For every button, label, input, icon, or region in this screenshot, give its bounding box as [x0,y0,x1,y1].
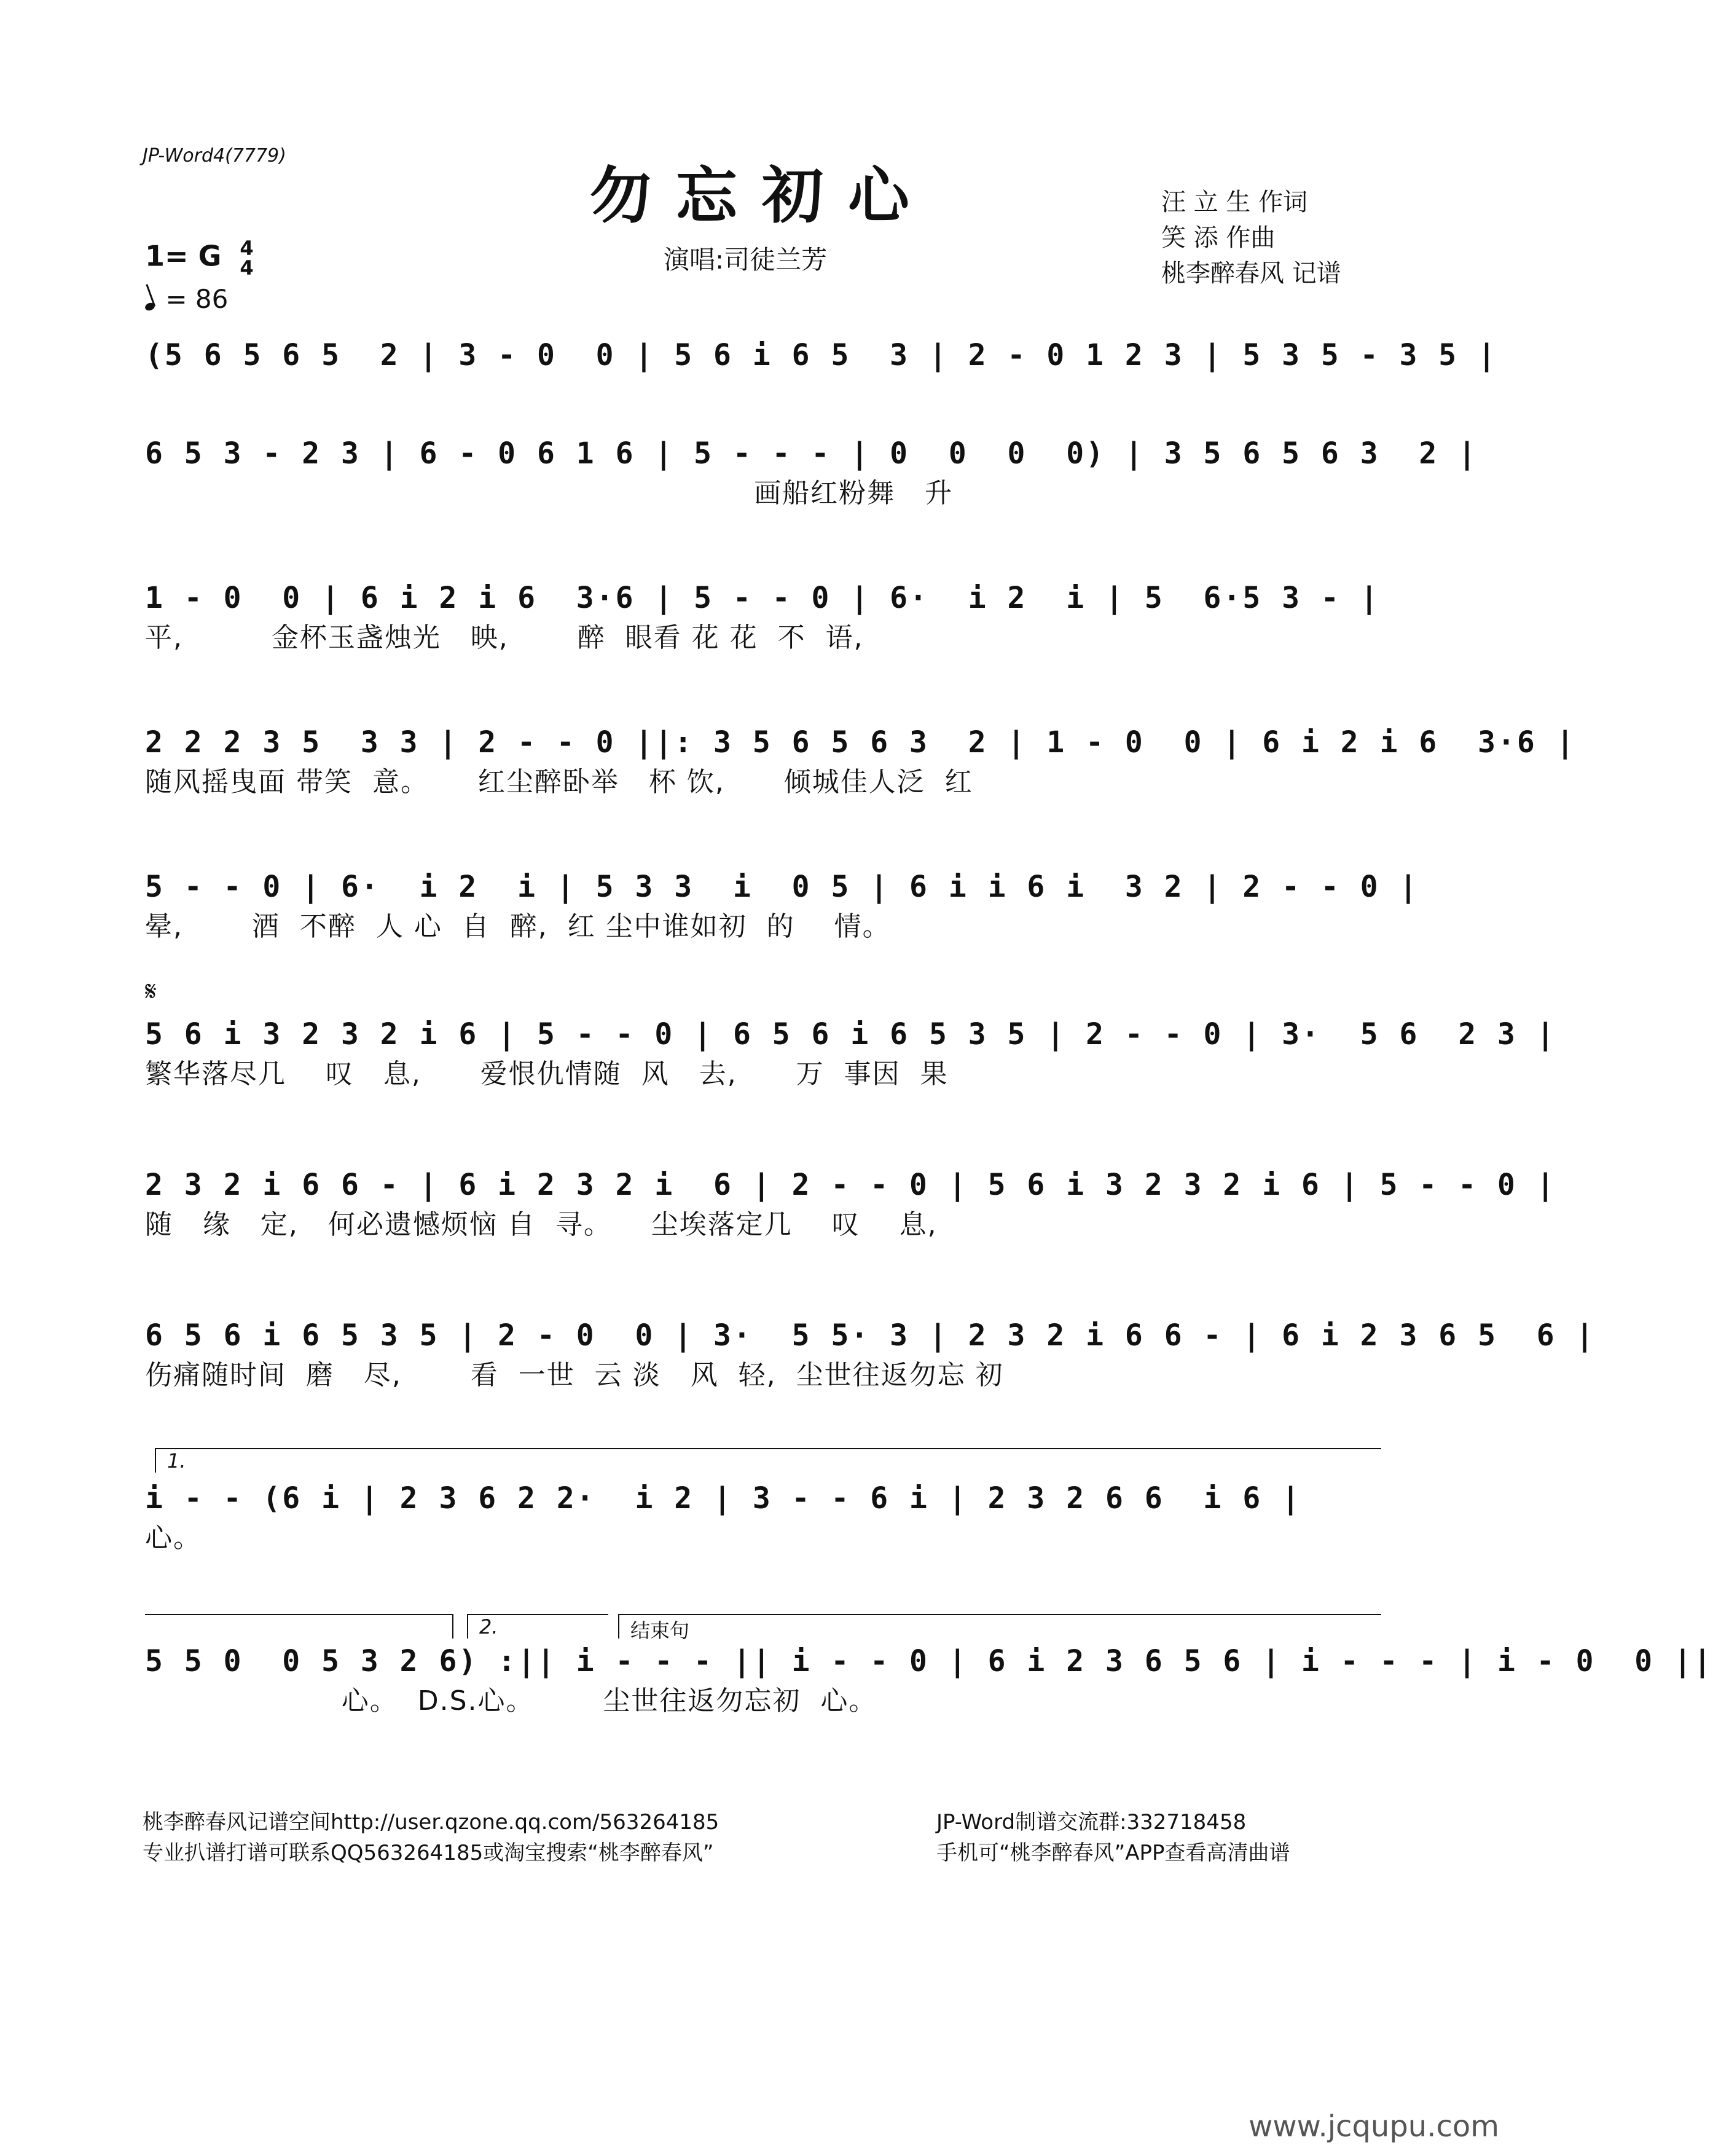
first-ending-continuation [145,1614,452,1615]
version-label: JP-Word4(7779) [143,145,286,167]
notation: 6 5 3 - 2 3 | 6 - 0 6 1 6 | 5 - - - | 0 0 0 0) | 3 5 6 5 6 3 2 | [145,436,1478,471]
second-ending-tick [467,1614,468,1639]
lyrics: 心。 D.S.心。 尘世往返勿忘初 心。 [145,1685,877,1717]
time-top: 4 [240,237,254,260]
footer-right [936,1807,1290,1868]
lyrics: 画船红粉舞 升 [145,478,954,509]
segno-sign: 𝄋 [145,976,157,1007]
notation: 5 6 i 3 2 3 2 i 6 | 5 - - 0 | 6 5 6 i 6 5 3 5 | 2 - - 0 | 3· 5 6 2 3 | [145,1017,1556,1052]
score-line-10 [145,1644,1713,1718]
lyrics: 随风摇曳面 带笑 意。 红尘醉卧举 杯 饮, 倾城佳人泛 红 [145,766,973,798]
coda-bracket [618,1614,1381,1615]
score-line-9 [145,1481,1381,1555]
lyrics: 晕, 酒 不醉 人 心 自 醉, 红 尘中谁如初 的 情。 [145,911,891,942]
lyrics: 平, 金杯玉盏烛光 映, 醉 眼看 花 花 不 语, [145,622,864,653]
transcriber-credit: 桃李醉春风 记谱 [1161,259,1341,288]
lyricist-credit: 汪 立 生 作词 [1161,188,1308,216]
footer-website: 桃李醉春风记谱空间http://user.qzone.qq.com/563264185 [143,1810,719,1835]
notation: 5 5 0 0 5 3 2 6) :|| i - - - || i - - 0 | 6 i 2 3 6 5 6 | i - - - | i - 0 0 || [145,1644,1713,1678]
notation: i - - (6 i | 2 3 6 2 2· i 2 | 3 - - 6 i | 2 3 2 6 6 i 6 | [145,1481,1302,1516]
key-label: 1= G [145,239,222,273]
coda-tick [618,1614,619,1639]
score-line-4 [145,725,1576,799]
song-title: 勿忘初心 [590,159,934,232]
footer-group: JP-Word制谱交流群:332718458 [936,1810,1247,1835]
score-line-2 [145,436,1478,510]
composer-credit: 笑 添 作曲 [1161,224,1276,252]
footer-contact: 专业扒谱打谱可联系QQ563264185或淘宝搜索“桃李醉春风” [143,1841,714,1865]
notation: 1 - 0 0 | 6 i 2 i 6 3·6 | 5 - - 0 | 6· i 2 i | 5 6·5 3 - | [145,581,1380,615]
first-ending-tick [155,1448,156,1473]
notation: 5 - - 0 | 6· i 2 i | 5 3 3 i 0 5 | 6 i i 6 i 3 2 | 2 - - 0 | [145,870,1419,904]
score-line-1 [145,338,1497,372]
watermark-site: www.jcqupu.com [1248,2109,1499,2144]
second-ending-label: 2. [479,1615,498,1639]
credits-block [1161,184,1341,291]
notation: 6 5 6 i 6 5 3 5 | 2 - 0 0 | 3· 5 5· 3 | 2 3 2 i 6 6 - | 6 i 2 3 6 5 6 | [145,1318,1596,1353]
score-line-8 [145,1318,1596,1392]
notation: 2 2 2 3 5 3 3 | 2 - - 0 ||: 3 5 6 5 6 3 2 | 1 - 0 0 | 6 i 2 i 6 3·6 | [145,725,1576,760]
lyrics: 伤痛随时间 磨 尽, 看 一世 云 淡 风 轻, 尘世往返勿忘 初 [145,1359,1004,1391]
quarter-note-icon [144,302,155,312]
time-signature [240,238,253,278]
score-line-3 [145,581,1381,655]
singer-credit: 演唱:司徒兰芳 [664,245,828,275]
first-ending-label: 1. [167,1449,186,1473]
tempo-value: = 86 [165,284,229,314]
score-line-6 [145,1017,1556,1091]
first-ending-bracket [155,1448,1381,1449]
lyrics: 心。 [145,1522,202,1554]
first-ending-end-tick [452,1614,453,1639]
score-line-7 [145,1168,1556,1241]
key-signature [145,238,254,278]
lyrics: 繁华落尽几 叹 息, 爱恨仇情随 风 去, 万 事因 果 [145,1058,949,1090]
score-line-5 [145,870,1419,943]
footer-left [143,1807,719,1868]
lyrics: 随 缘 定, 何必遗憾烦恼 自 寻。 尘埃落定几 叹 息, [145,1209,938,1240]
coda-label: 结束句 [630,1619,690,1642]
footer-app: 手机可“桃李醉春风”APP查看高清曲谱 [936,1841,1290,1865]
notation: 2 3 2 i 6 6 - | 6 i 2 3 2 i 6 | 2 - - 0 | 5 6 i 3 2 3 2 i 6 | 5 - - 0 | [145,1168,1556,1202]
notation: (5 6 5 6 5 2 | 3 - 0 0 | 5 6 i 6 5 3 | 2 - 0 1 2 3 | 5 3 5 - 3 5 | [145,338,1497,372]
tempo-marking [145,284,228,314]
time-bottom: 4 [240,256,254,280]
